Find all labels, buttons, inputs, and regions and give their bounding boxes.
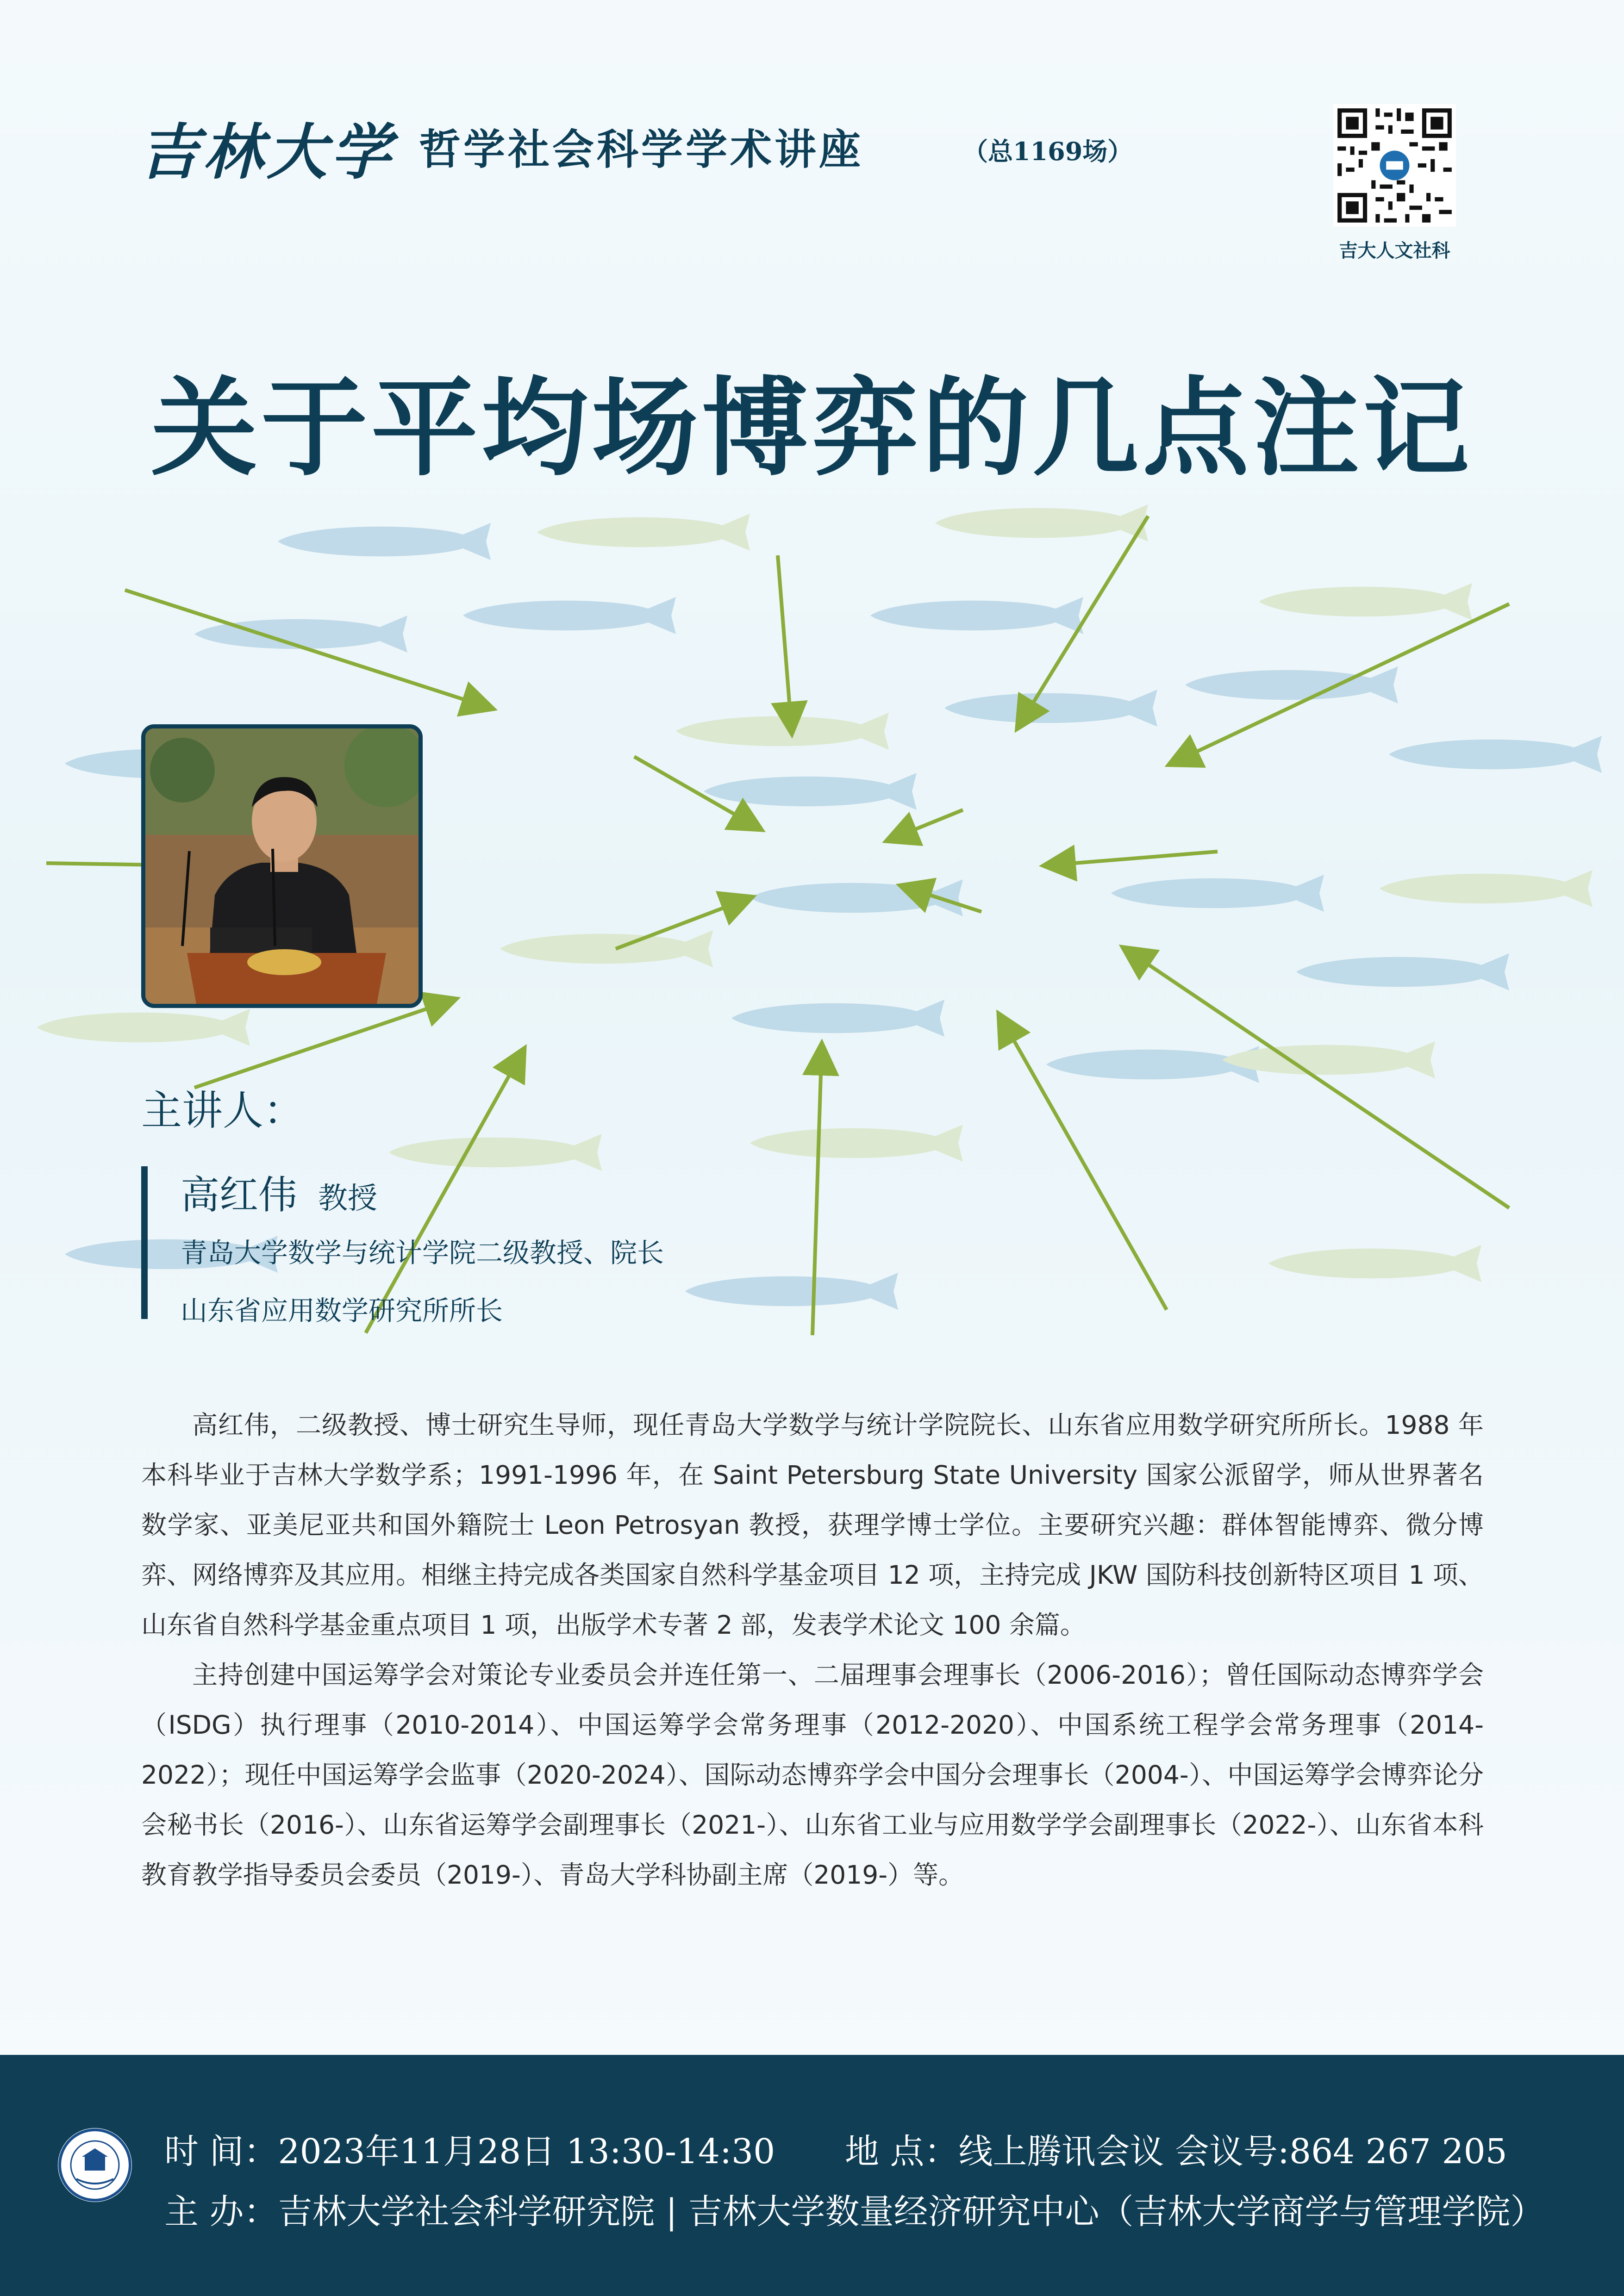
speaker-name: 高红伟 xyxy=(181,1172,298,1218)
speaker-label: 主讲人： xyxy=(141,1087,305,1134)
host-label: 主 办： xyxy=(164,2192,278,2232)
host-row xyxy=(164,2184,1545,2234)
bio-paragraph-1: 高红伟，二级教授、博士研究生导师，现任青岛大学数学与统计学院院长、山东省应用数学研究所所长。1988 年本科毕业于吉林大学数学系；1991-1996 年，在 Saint Petersburg State University 国家公派留学，师从世界著名数学家、亚美尼亚共和国外籍院士 Leon Petrosyan 教授，获理学博士学位。主要研究兴趣：群体智能博弈、微分博弈、网络博弈及其应用。相继主持完成各类国家自然科学基金项目 12 项，主持完成 JKW 国防科技创新特区项目 1 项、山东省自然科学基金重点项目 1 项，出版学术专著 2 部，发表学术论文 100 余篇。 xyxy=(141,1410,1484,1640)
host-value: 吉林大学社会科学研究院 | 吉林大学数量经济研究中心（吉林大学商学与管理学院） xyxy=(278,2192,1545,2232)
university-seal-icon xyxy=(58,2128,132,2202)
speaker-affiliation-1: 青岛大学数学与统计学院二级教授、院长 xyxy=(181,1237,664,1269)
place-row xyxy=(845,2124,1507,2173)
series-count: （总1169场） xyxy=(963,137,1133,166)
qr-code xyxy=(1333,104,1456,227)
place-label: 地 点： xyxy=(845,2132,959,2172)
footer-band xyxy=(0,2055,1624,2296)
speaker-bio xyxy=(141,1400,1484,1900)
speaker-accent-bar xyxy=(141,1166,148,1319)
time-value: 2023年11月28日 13:30-14:30 xyxy=(278,2132,775,2172)
speaker-photo xyxy=(141,724,423,1008)
time-label: 时 间： xyxy=(164,2132,278,2172)
lecture-title: 关于平均场博弈的几点注记 xyxy=(150,367,1473,491)
bio-paragraph-2: 主持创建中国运筹学会对策论专业委员会并连任第一、二届理事会理事长（2006-2016）；曾任国际动态博弈学会（ISDG）执行理事（2010-2014）、中国运筹学会常务理事（2012-2020）、中国系统工程学会常务理事（2014-2022）；现任中国运筹学会监事（2020-2024）、国际动态博弈学会中国分会理事长（2004-）、中国运筹学会博弈论分会秘书长（2016-）、山东省运筹学会副理事长（2021-）、山东省工业与应用数学学会副理事长（2022-）、山东省本科教育教学指导委员会委员（2019-）、青岛大学科协副主席（2019-）等。 xyxy=(141,1660,1484,1890)
series-title: 哲学社会科学学术讲座 xyxy=(419,125,863,174)
speaker-affiliation-2: 山东省应用数学研究所所长 xyxy=(181,1295,503,1326)
time-row xyxy=(164,2124,775,2173)
speaker-title: 教授 xyxy=(318,1182,378,1216)
speaker-name-line xyxy=(181,1164,377,1220)
qr-label: 吉大人文社科 xyxy=(1339,240,1450,261)
place-value: 线上腾讯会议 会议号:864 267 205 xyxy=(958,2132,1507,2172)
university-logo: 吉林大学 xyxy=(139,117,395,187)
